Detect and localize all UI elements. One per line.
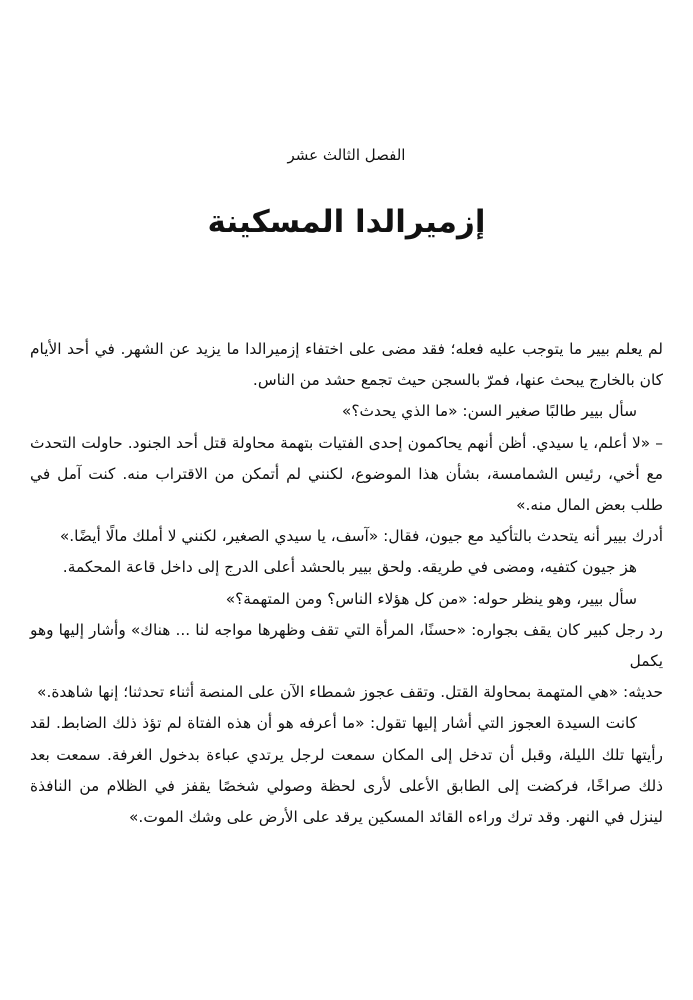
paragraph: كانت السيدة العجوز التي أشار إليها تقول: «ما أعرفه هو أن هذه الفتاة لم تؤذ ذلك الضابط. لقد رأيتها تلك الليلة، وقبل أن تدخل إلى المكان سمعت لرجل يرتدي عباءة بدخول الغرفة. سمعت بعد ذلك صراخًا، فركضت إلى الطابق الأعلى لأرى لحظة وصولي شخصًا يقفز في الظلام من النافذة لينزل في النهر. وقد ترك وراءه القائد المسكين يرقد على الأرض على وشك الموت.» [30, 714, 663, 827]
paragraph: حديثه: «هي المتهمة بمحاولة القتل. وتقف عجوز شمطاء الآن على المنصة أثناء تحدثنا؛ إنها شاهدة.» [37, 683, 663, 702]
paragraph: – «لا أعلم، يا سيدي. أظن أنهم يحاكمون إحدى الفتيات بتهمة محاولة قتل أحد الجنود. حاولت التحدث مع أخي، رئيس الشمامسة، بشأن هذا الموضوع، لكنني لم أتمكن من الاقتراب منه. كنت آمل في طلب بعض المال منه.» [30, 433, 663, 515]
chapter-number: الفصل الثالث عشر [287, 146, 406, 164]
paragraph: أدرك بيير أنه يتحدث بالتأكيد مع جيون، فقال: «آسف، يا سيدي الصغير، لكنني لا أملك مالًا أيضًا.» [59, 527, 663, 546]
paragraph: سأل بيير، وهو ينظر حوله: «من كل هؤلاء الناس؟ ومن المتهمة؟» [225, 589, 637, 608]
chapter-title: إزميرالدا المسكينة [207, 204, 486, 240]
paragraph: لم يعلم بيير ما يتوجب عليه فعله؛ فقد مضى على اختفاء إزميرالدا ما يزيد عن الشهر. في أحد الأيام كان بالخارج يبحث عنها، فمرّ بالسجن حيث تجمع حشد من الناس. [30, 340, 663, 390]
chapter-body [30, 334, 663, 833]
paragraph: هز جيون كتفيه، ومضى في طريقه. ولحق بيير بالحشد أعلى الدرج إلى داخل قاعة المحكمة. [62, 558, 637, 577]
paragraph: رد رجل كبير كان يقف بجواره: «حسنًا، المرأة التي تقف وظهرها مواجه لنا ... هناك» وأشار إليها وهو يكمل [30, 620, 663, 671]
paragraph: سأل بيير طالبًا صغير السن: «ما الذي يحدث؟» [341, 402, 637, 421]
